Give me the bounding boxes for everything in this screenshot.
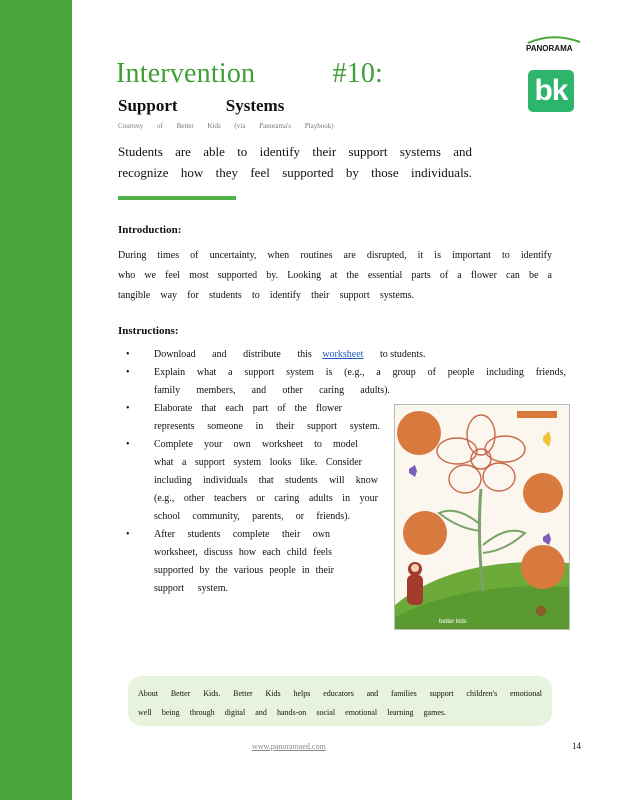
- item-line: represents someone in their support system.: [154, 421, 380, 432]
- intro-line: who we feel most supported by. Looking at the essential parts of a flower can be a: [118, 270, 552, 281]
- page-subtitle: Support Systems: [118, 96, 285, 115]
- page-title: Intervention #10:: [116, 58, 384, 89]
- footer-link[interactable]: www.panoramaed.com: [252, 742, 326, 751]
- better-kids-logo: bk: [528, 70, 574, 112]
- list-item: [126, 346, 566, 364]
- about-text: [138, 684, 542, 722]
- item-line: including individuals that students will know: [154, 475, 378, 486]
- item-line: • After students complete their own: [154, 529, 330, 540]
- item-line: • Elaborate that each part of the flower: [154, 403, 342, 414]
- introduction-paragraph: [118, 246, 552, 306]
- lead-line: recognize how they feel supported by those individuals.: [118, 165, 472, 180]
- about-line: About Better Kids. Better Kids helps educators and families support children's emotional: [138, 689, 542, 698]
- item-line: (e.g., other teachers or caring adults in your: [154, 493, 378, 504]
- item-line: worksheet, discuss how each child feels: [154, 547, 332, 558]
- worksheet-preview-image: [394, 404, 570, 630]
- item-line: supported by the various people in their: [154, 565, 334, 576]
- intro-line: tangible way for students to identify their support systems.: [118, 290, 414, 301]
- item-line: school community, parents, or friends).: [154, 511, 350, 522]
- poster-brand-text: better kids: [439, 619, 467, 625]
- introduction-heading: Introduction:: [118, 224, 182, 236]
- item-text: Download and distribute this: [154, 349, 312, 360]
- intro-line: During times of uncertainty, when routines are disrupted, it is important to identify: [118, 250, 552, 261]
- panorama-swoosh-icon: [522, 34, 584, 54]
- lead-line: Students are able to identify their support systems and: [118, 144, 472, 159]
- instructions-heading: Instructions:: [118, 325, 179, 337]
- item-line: support system.: [154, 583, 228, 594]
- item-line: • Complete your own worksheet to model: [154, 439, 358, 450]
- panorama-logo-text: PANORAMA: [526, 44, 573, 53]
- flower-illustration: [395, 405, 569, 629]
- about-line: well being through digital and hands-on social emotional learning games.: [138, 708, 446, 717]
- courtesy-line: Courtesy of Better Kids (via Panorama's Playbook): [118, 122, 334, 130]
- lead-paragraph: [118, 141, 472, 183]
- item-line: • Explain what a support system is (e.g., a group of people including friends,: [154, 367, 566, 378]
- panorama-logo: [522, 34, 584, 54]
- list-item: [126, 364, 566, 400]
- worksheet-link[interactable]: worksheet: [322, 349, 364, 360]
- item-line: what a support system looks like. Consider: [154, 457, 362, 468]
- green-divider: [118, 196, 236, 200]
- green-sidebar: [0, 0, 72, 800]
- page-number: 14: [572, 741, 581, 751]
- item-text: to students.: [379, 349, 426, 360]
- item-line: family members, and other caring adults).: [154, 385, 390, 396]
